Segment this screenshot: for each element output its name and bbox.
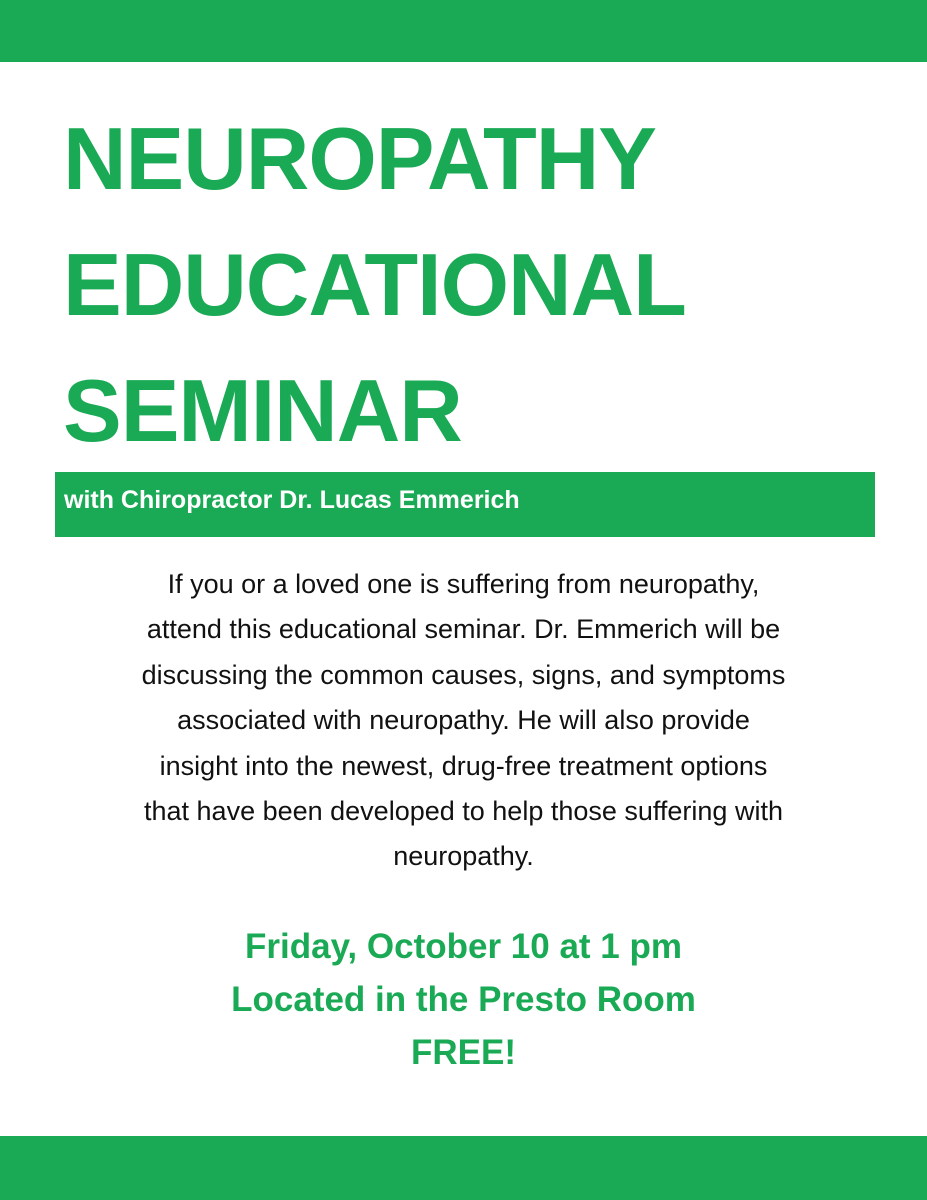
headline-line-3: SEMINAR: [63, 361, 462, 460]
bottom-banner-bar: [0, 1136, 927, 1200]
top-banner-bar: [0, 0, 927, 62]
description-line-4: associated with neuropathy. He will also provide: [177, 705, 750, 736]
description-line-1: If you or a loved one is suffering from neuropathy,: [167, 569, 760, 599]
description-line-6: that have been developed to help those suffering with: [144, 796, 783, 827]
seminar-headline: [63, 96, 903, 474]
event-price: FREE!: [411, 1033, 516, 1072]
presenter-subtitle: with Chiropractor Dr. Lucas Emmerich: [64, 486, 520, 514]
presenter-band: [55, 472, 875, 537]
description-line-5: insight into the newest, drug-free treatment options: [159, 750, 768, 781]
description-line-2: attend this educational seminar. Dr. Emmerich will be: [146, 614, 781, 645]
event-details: [40, 920, 887, 1079]
event-location: Located in the Presto Room: [231, 980, 696, 1019]
event-date-time: Friday, October 10 at 1 pm: [245, 927, 682, 966]
description-line-3: discussing the common causes, signs, and symptoms: [141, 659, 786, 690]
headline-line-1: NEUROPATHY: [63, 109, 656, 208]
description-line-7: neuropathy.: [393, 841, 534, 872]
headline-line-2: EDUCATIONAL: [63, 235, 686, 334]
seminar-description: [40, 562, 887, 880]
